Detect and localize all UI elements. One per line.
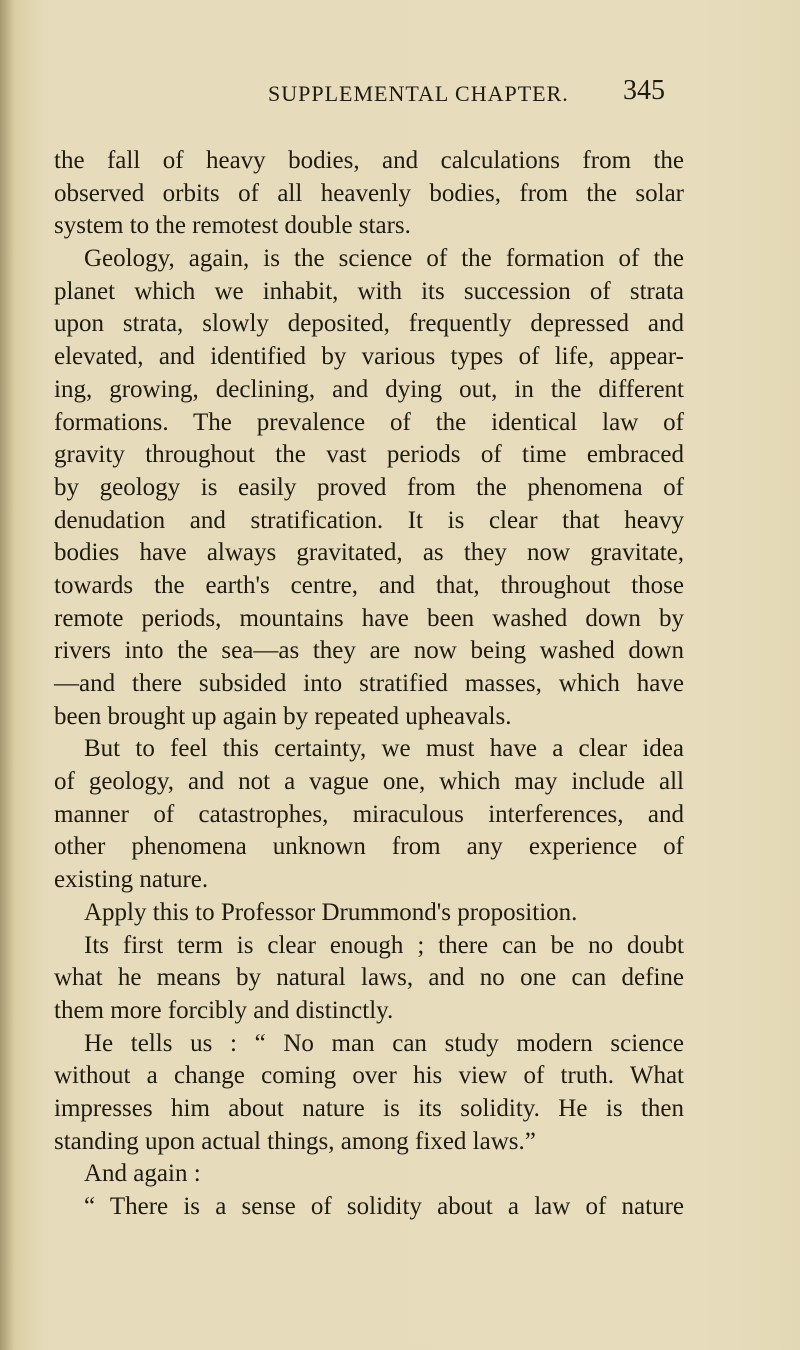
text-line: —and there subsided into stratified masses, which have: [54, 670, 684, 697]
text-line: gravity throughout the vast periods of time embraced: [54, 441, 684, 469]
text-line: been brought up again by repeated upheavals.: [54, 702, 512, 730]
chapter-title: SUPPLEMENTAL CHAPTER.: [268, 81, 569, 106]
text-line: observed orbits of all heavenly bodies, from the solar: [54, 179, 684, 207]
text-line: standing upon actual things, among fixed laws.”: [54, 1127, 536, 1155]
text-line: ing, growing, declining, and dying out, in the different: [54, 375, 684, 403]
text-line: He tells us : “ No man can study modern science: [84, 1029, 684, 1057]
text-line: of geology, and not a vague one, which may include all: [54, 768, 684, 796]
text-line: Its first term is clear enough ; there can be no doubt: [84, 931, 684, 959]
text-line: formations. The prevalence of the identical law of: [54, 408, 684, 436]
text-line: denudation and stratification. It is clear that heavy: [54, 506, 684, 534]
text-line: bodies have always gravitated, as they now gravitate,: [54, 539, 684, 567]
text-line: “ There is a sense of solidity about a law of nature: [84, 1193, 684, 1220]
text-line: existing nature.: [54, 866, 209, 894]
binding-shadow: [0, 0, 14, 1350]
text-line: other phenomena unknown from any experience of: [54, 833, 684, 861]
text-line: elevated, and identified by various types of life, appear-: [54, 343, 684, 371]
text-line: upon strata, slowly deposited, frequently depressed and: [54, 310, 684, 338]
text-line: rivers into the sea—as they are now being washed down: [54, 637, 684, 665]
text-line: without a change coming over his view of truth. What: [54, 1062, 684, 1090]
text-line: And again :: [84, 1160, 201, 1188]
text-line: system to the remotest double stars.: [54, 212, 411, 240]
text-line: But to feel this certainty, we must have a clear idea: [84, 735, 684, 763]
text-line: remote periods, mountains have been washed down by: [54, 604, 684, 632]
text-line: manner of catastrophes, miraculous interferences, and: [54, 800, 684, 828]
text-line: Apply this to Professor Drummond's proposition.: [84, 898, 578, 926]
text-line: by geology is easily proved from the phenomena of: [54, 473, 684, 501]
text-line: planet which we inhabit, with its succession of strata: [54, 277, 684, 305]
text-line: them more forcibly and distinctly.: [54, 996, 394, 1024]
text-line: Geology, again, is the science of the formation of the: [84, 245, 684, 273]
running-head: [0, 75, 800, 115]
body-text: [54, 145, 684, 1224]
page-number: 345: [623, 75, 665, 106]
text-line: what he means by natural laws, and no one can define: [54, 964, 684, 992]
text-line: impresses him about nature is its solidity. He is then: [54, 1094, 684, 1122]
text-line: towards the earth's centre, and that, throughout those: [54, 571, 684, 599]
text-line: the fall of heavy bodies, and calculations from the: [54, 147, 684, 174]
